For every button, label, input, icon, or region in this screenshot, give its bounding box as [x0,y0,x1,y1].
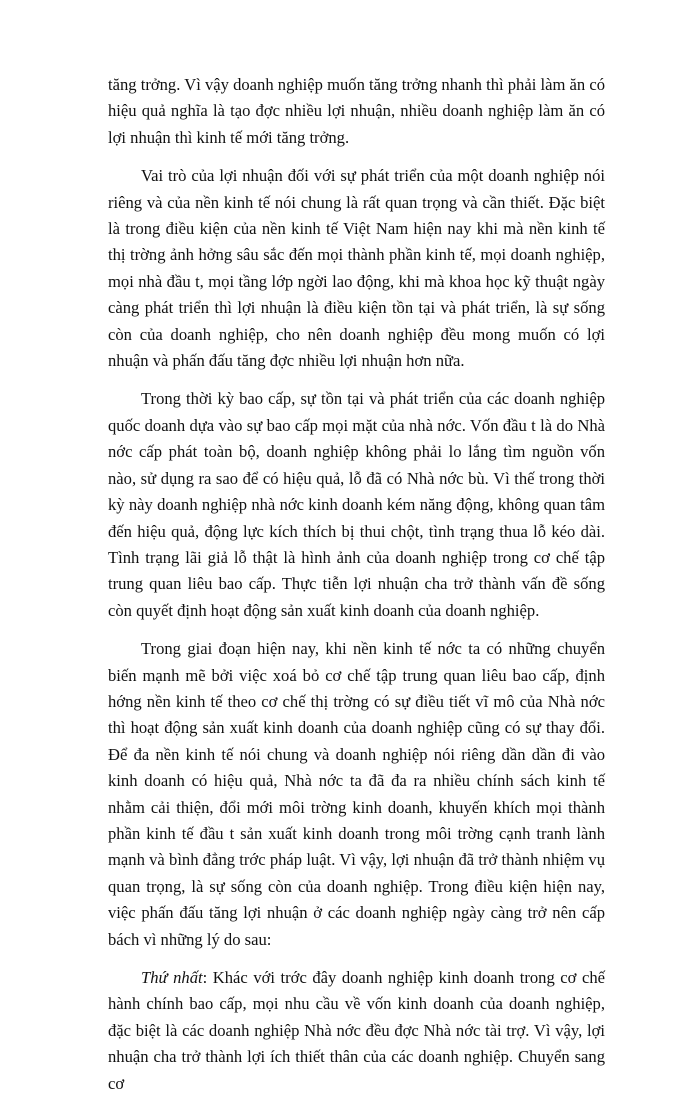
paragraph-2: Vai trò của lợi nhuận đối với sự phát triển của một doanh nghiệp nói riêng và của nền kinh tế nói chung là rất quan trọng và cần thiết. Đặc biệt là trong điều kiện của nền kinh tế Việt Nam hiện nay khi mà nền kinh tế thị trờng ảnh hởng sâu sắc đến mọi thành phần kinh tế, mọi doanh nghiệp, mọi nhà đầu t, mọi tầng lớp ngời lao động, khi mà khoa học kỹ thuật ngày càng phát triển thì lợi nhuận là điều kiện tồn tại và phát triển, là sự sống còn của doanh nghiệp, cho nên doanh nghiệp đều mong muốn có lợi nhuận và phấn đấu tăng đợc nhiều lợi nhuận hơn nữa. [108,166,605,371]
paragraph-5-text: : Khác với trớc đây doanh nghiệp kinh doanh trong cơ chế hành chính bao cấp, mọi nhu cầu về vốn kinh doanh của doanh nghiệp, đặc biệt là các doanh nghiệp Nhà nớc đều đợc Nhà nớc tài trợ. Vì vậy, lợi nhuận cha trở thành lợi ích thiết thân của các doanh nghiệp. Chuyển sang cơ [108,968,605,1093]
paragraph-1: tăng trởng. Vì vậy doanh nghiệp muốn tăng trởng nhanh thì phải làm ăn có hiệu quả nghĩa là tạo đợc nhiều lợi nhuận, nhiều doanh nghiệp làm ăn có lợi nhuận thì kinh tế mới tăng trởng. [108,75,605,147]
document-body [108,72,605,1109]
paragraph-5 [108,965,605,1097]
paragraph-4: Trong giai đoạn hiện nay, khi nền kinh tế nớc ta có những chuyển biến mạnh mẽ bởi việc xoá bỏ cơ chế tập trung quan liêu bao cấp, định hớng nền kinh tế theo cơ chế thị trờng có sự điều tiết vĩ mô của Nhà nớc thì hoạt động sản xuất kinh doanh của doanh nghiệp cũng có sự thay đổi. Để đa nền kinh tế nói chung và doanh nghiệp nói riêng dần dần đi vào kinh doanh có hiệu quả, Nhà nớc ta đã đa ra nhiều chính sách kinh tế nhằm cải thiện, đổi mới môi trờng kinh doanh, khuyến khích mọi thành phần kinh tế đầu t sản xuất kinh doanh trong môi trờng cạnh tranh lành mạnh và bình đẳng trớc pháp luật. Vì vậy, lợi nhuận đã trở thành nhiệm vụ quan trọng, là sự sống còn của doanh nghiệp. Trong điều kiện hiện nay, việc phấn đấu tăng lợi nhuận ở các doanh nghiệp ngày càng trở nên cấp bách vì những lý do sau: [108,639,605,949]
paragraph-5-lead: Thứ nhất [141,968,203,987]
paragraph-3: Trong thời kỳ bao cấp, sự tồn tại và phát triển của các doanh nghiệp quốc doanh dựa vào sự bao cấp mọi mặt của nhà nớc. Vốn đầu t là do Nhà nớc cấp phát toàn bộ, doanh nghiệp không phải lo lắng tìm nguồn vốn nào, sử dụng ra sao để có hiệu quả, lỗ đã có Nhà nớc bù. Vì thế trong thời kỳ này doanh nghiệp nhà nớc kinh doanh kém năng động, không quan tâm đến hiệu quả, động lực kích thích bị thui chột, tình trạng thua lỗ kéo dài. Tình trạng lãi giả lỗ thật là hình ảnh của doanh nghiệp trong cơ chế tập trung quan liêu bao cấp. Thực tiễn lợi nhuận cha trở thành vấn đề sống còn quyết định hoạt động sản xuất kinh doanh của doanh nghiệp. [108,389,605,620]
